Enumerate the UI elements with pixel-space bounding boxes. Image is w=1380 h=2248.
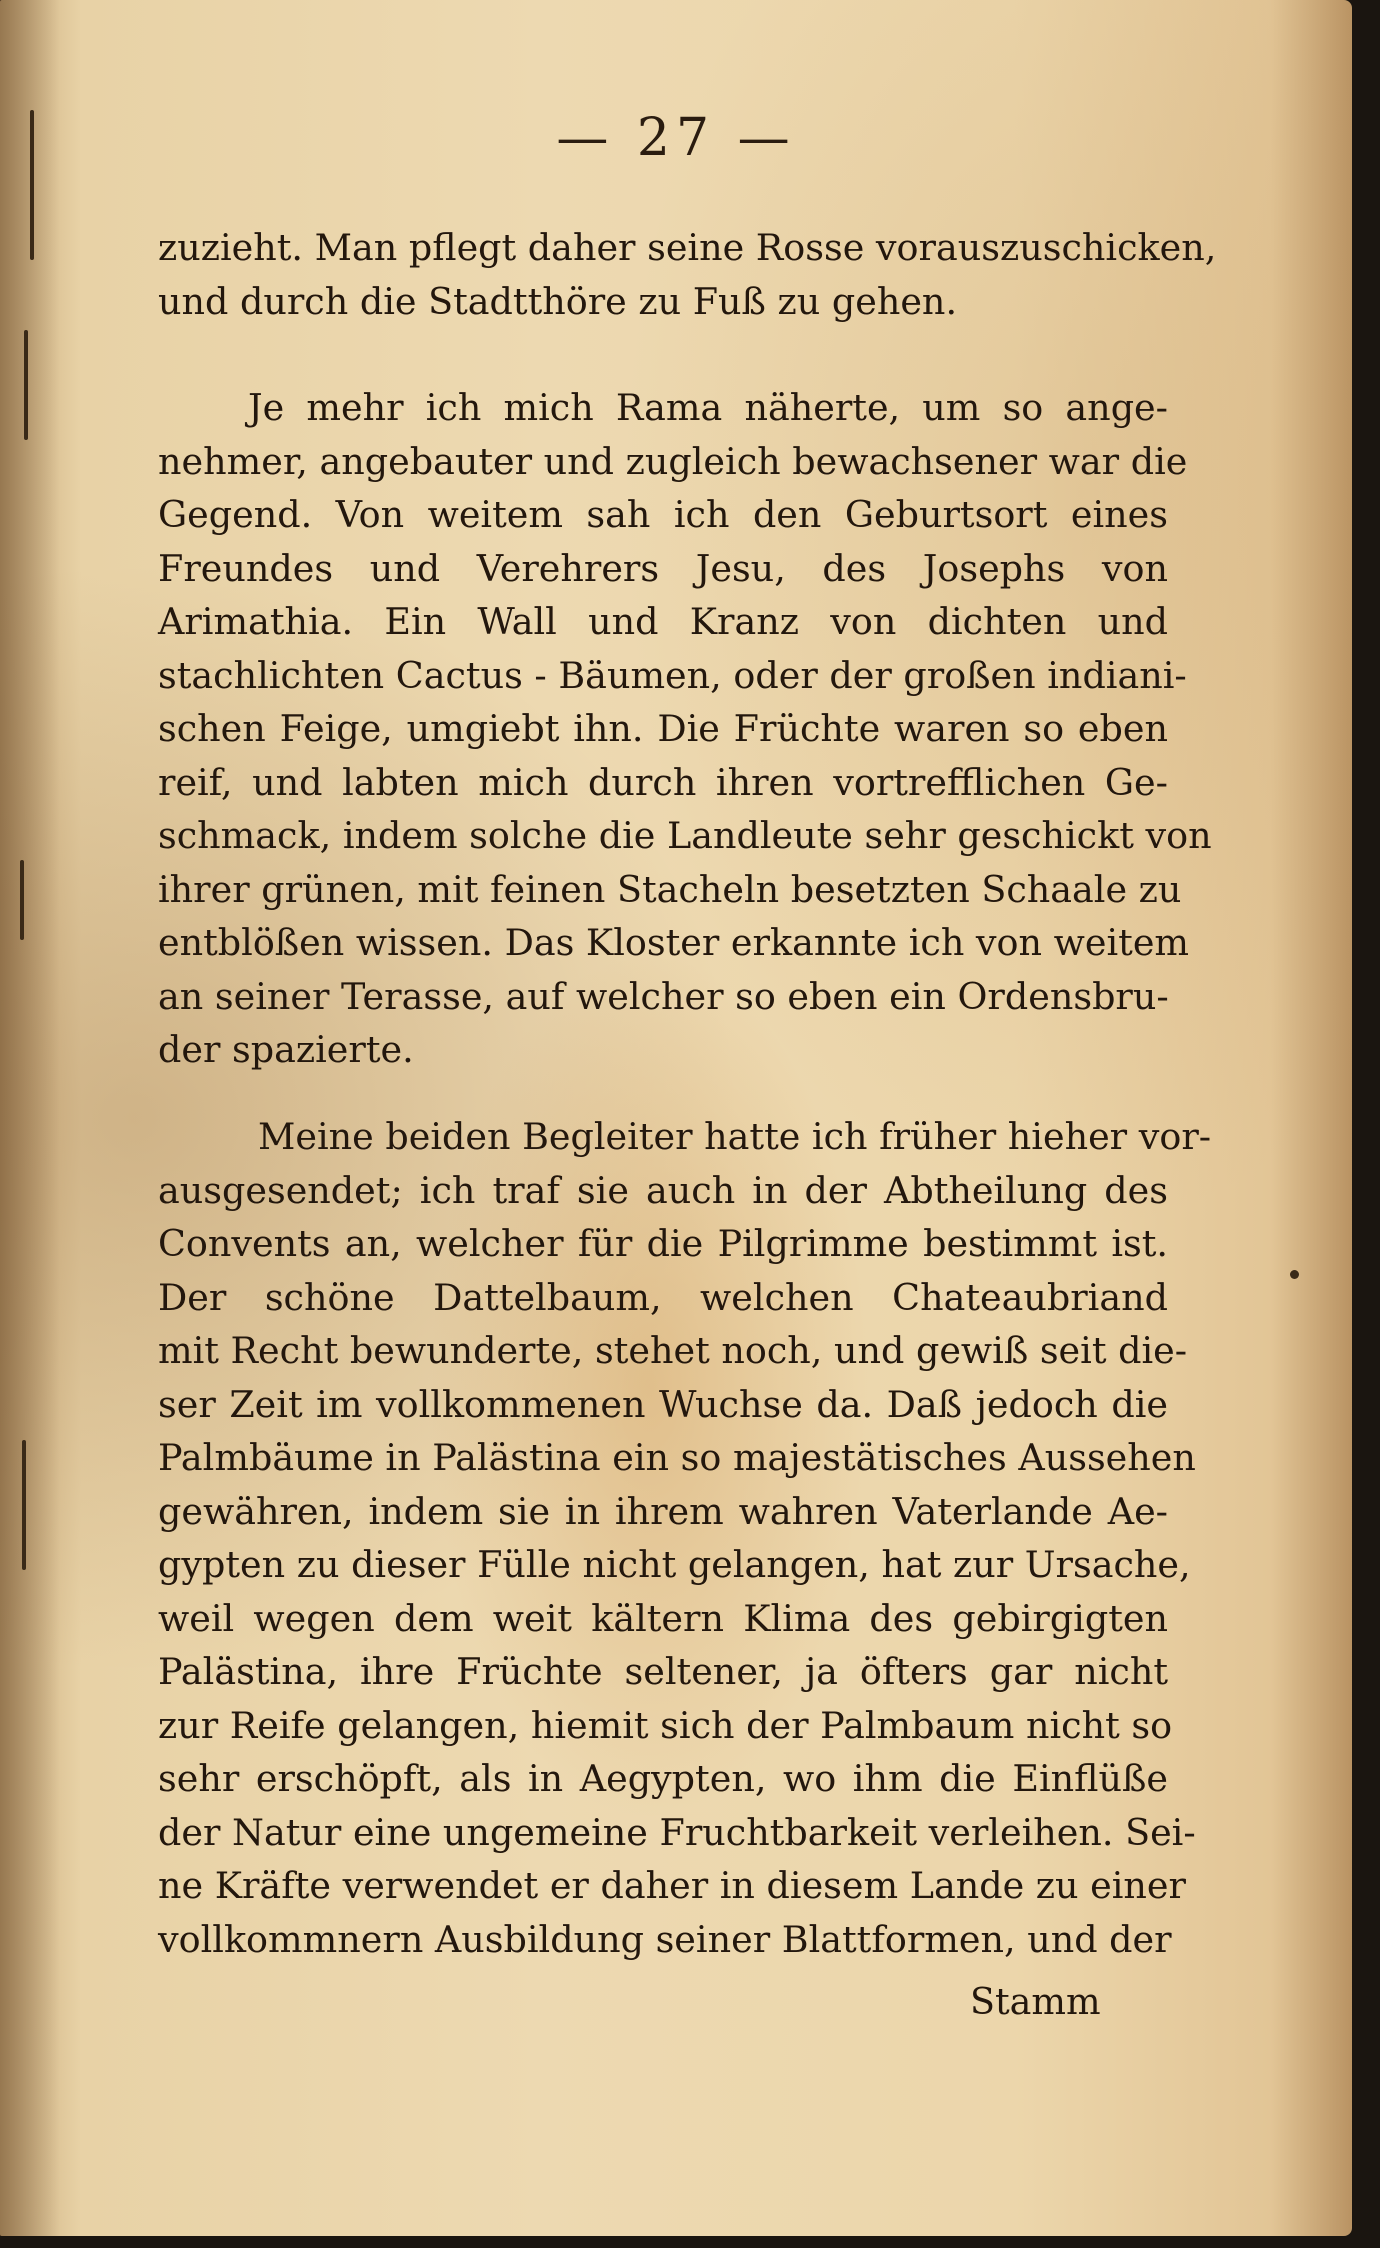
text-line: Palmbäume in Palästina ein so majestätisches Aussehen [158,1436,1196,1479]
text-line: ne Kräfte verwendet er daher in diesem Lande zu einer [158,1864,1186,1907]
text-line: ser Zeit im vollkommenen Wuchse da. Daß jedoch die [158,1382,1168,1426]
margin-ink-mark [1290,1270,1299,1279]
text-line: Gegend. Von weitem sah ich den Geburtsort eines [158,493,1168,536]
text-line: an seiner Terasse, auf welcher so eben ein Ordensbru- [158,974,1169,1018]
text-line: der spazierte. [158,1028,414,1071]
text-line: zur Reife gelangen, hiemit sich der Palmbaum nicht so [158,1703,1173,1747]
text-line: stachlichten Cactus - Bäumen, oder der großen indiani- [158,653,1187,697]
paragraph-1 [158,221,1217,328]
text-line: Freundes und Verehrers Jesu, des Josephs von [158,546,1168,590]
text-line: nehmer, angebauter und zugleich bewachsener war die [158,439,1188,483]
text-line: Der schöne Dattelbaum, welchen Chateaubriand [158,1275,1168,1319]
text-line: reif, und labten mich durch ihren vortrefflichen Ge- [158,760,1168,804]
margin-ink-mark [22,1440,26,1570]
text-line: Meine beiden Begleiter hatte ich früher hieher vor- [258,1115,1212,1158]
text-line: schmack, indem solche die Landleute sehr geschickt von [158,814,1212,857]
text-line: gewähren, indem sie in ihrem wahren Vaterlande Ae- [158,1489,1168,1533]
text-line: und durch die Stadtthöre zu Fuß zu gehen. [158,279,958,323]
text-line: Convents an, welcher für die Pilgrimme bestimmt ist. [158,1222,1168,1265]
text-line: gypten zu dieser Fülle nicht gelangen, hat zur Ursache, [158,1543,1191,1586]
text-line: mit Recht bewunderte, stehet noch, und gewiß seit die- [158,1329,1188,1372]
text-line: zuzieht. Man pflegt daher seine Rosse vorauszuschicken, [158,226,1217,269]
text-line: Arimathia. Ein Wall und Kranz von dichten und [158,600,1168,643]
text-line: der Natur eine ungemeine Fruchtbarkeit verleihen. Sei- [158,1810,1196,1854]
text-line: ihrer grünen, mit feinen Stacheln besetzten Schaale zu [158,867,1182,911]
text-line: Palästina, ihre Früchte seltener, ja öfters gar nicht [158,1650,1168,1693]
page-number: — 27 — [556,108,796,168]
text-line: sehr erschöpft, als in Aegypten, wo ihm die Einflüße [158,1757,1168,1800]
text-line: entblößen wissen. Das Kloster erkannte ich von weitem [158,921,1190,964]
text-line: schen Feige, umgiebt ihn. Die Früchte waren so eben [158,707,1168,750]
paragraph-2 [158,381,1212,1077]
margin-ink-mark [20,860,24,940]
margin-ink-mark [24,330,28,440]
text-line: ausgesendet; ich traf sie auch in der Abtheilung des [158,1168,1168,1212]
text-line: Je mehr ich mich Rama näherte, um so ange- [248,386,1168,429]
page-spine-shadow [0,0,60,2236]
text-line: vollkommnern Ausbildung seiner Blattformen, und der [158,1917,1172,1961]
paragraph-3 [158,1110,1212,1966]
margin-ink-mark [30,110,34,260]
text-line: weil wegen dem weit kältern Klima des gebirgigten [158,1596,1168,1640]
catchword: Stamm [970,1980,1101,2023]
